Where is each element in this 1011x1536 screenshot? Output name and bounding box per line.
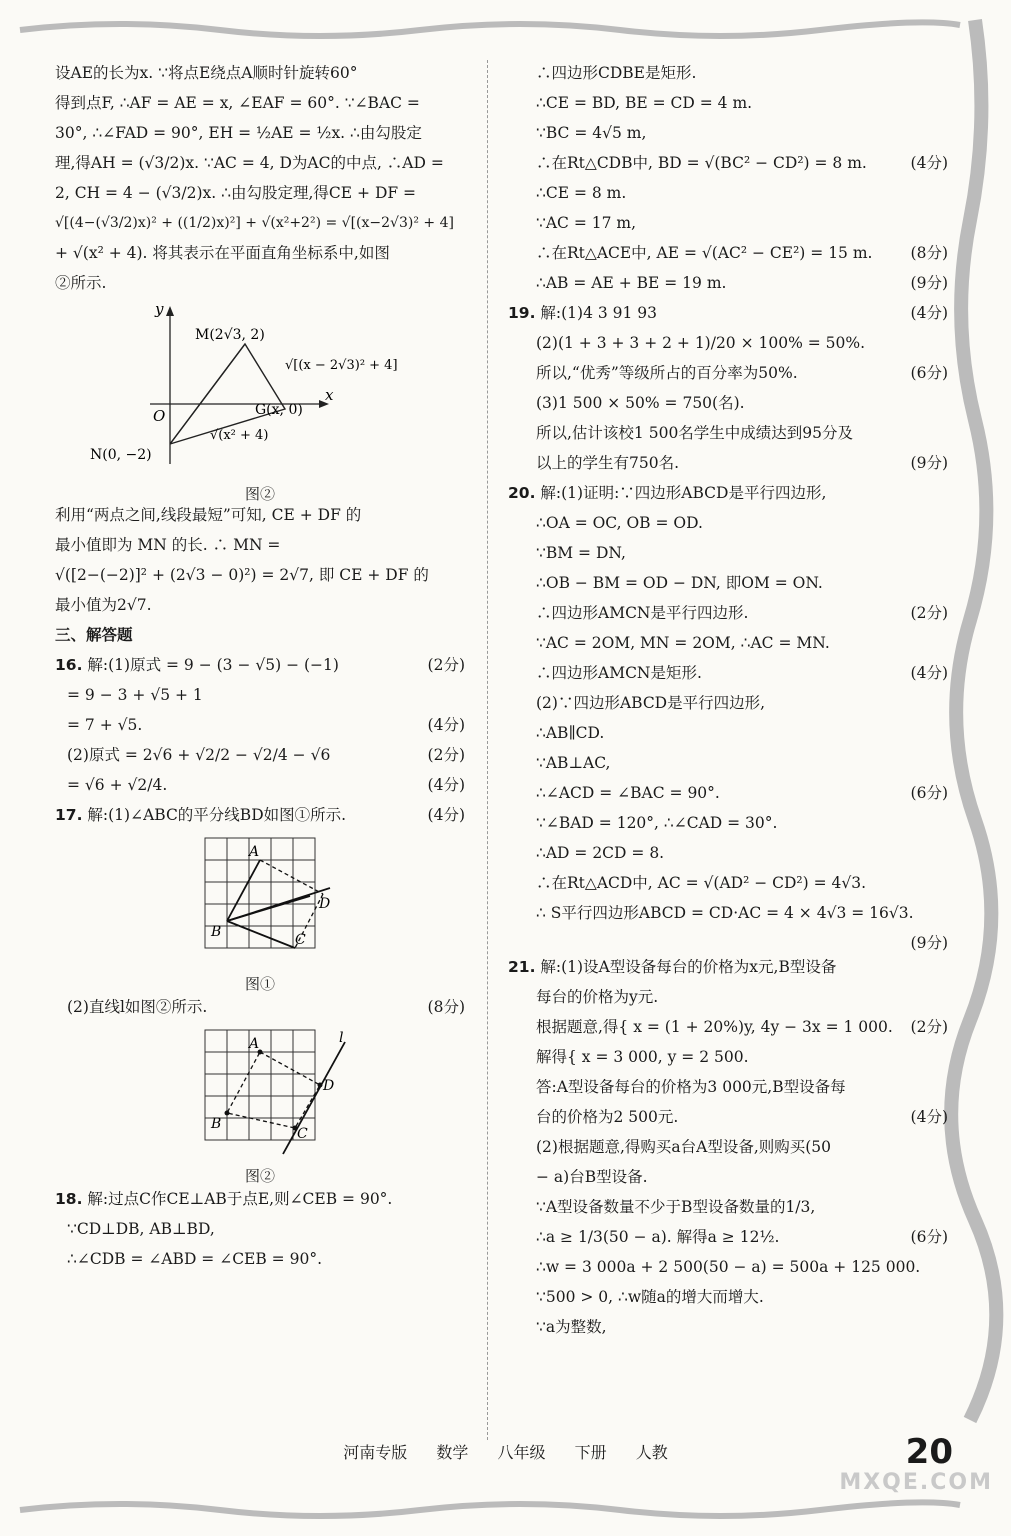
- score-label: (2分): [910, 604, 948, 622]
- text-line: [508, 1102, 948, 1132]
- left-column: [55, 58, 465, 1274]
- text-line: [55, 710, 465, 740]
- distance-label-bottom: √(x² + 4): [210, 428, 269, 443]
- column-divider: [487, 60, 488, 1440]
- score-label: (9分): [910, 274, 948, 292]
- score-label: (4分): [427, 806, 465, 824]
- text-line: 所以,估计该校1 500名学生中成绩达到95分及: [536, 424, 854, 442]
- point-c-label: C: [295, 932, 306, 948]
- text-line: ∵BM = DN,: [536, 544, 626, 562]
- text-line: ∵CD⊥DB, AB⊥BD,: [67, 1220, 215, 1238]
- score-label: (4分): [427, 716, 465, 734]
- answer-text: ∴在Rt△CDB中, BD = √(BC² − CD²) = 8 m.: [536, 154, 867, 172]
- text-line: [508, 358, 948, 388]
- text-line: 最小值即为 MN 的长. ∴ MN =: [55, 536, 281, 554]
- text-line: [55, 800, 465, 830]
- score-label: (4分): [910, 304, 948, 322]
- figure-caption: 图②: [244, 1167, 275, 1185]
- point-d-label: D: [319, 896, 331, 912]
- question-number: 20.: [508, 484, 536, 502]
- footer-term: 下册: [574, 1443, 607, 1462]
- text-line: ∴OA = OC, OB = OD.: [536, 514, 703, 532]
- footer-edition: 河南专版: [343, 1443, 408, 1462]
- text-line: 解得{ x = 3 000, y = 2 500.: [536, 1048, 749, 1066]
- text-line: [508, 658, 948, 688]
- score-label: (8分): [427, 998, 465, 1016]
- text-line: [55, 650, 465, 680]
- text-line: 得到点F, ∴AF = AE = x, ∠EAF = 60°. ∵∠BAC =: [55, 94, 420, 112]
- text-line: 最小值为2√7.: [55, 596, 152, 614]
- answer-text: 解:(1)证明:∵四边形ABCD是平行四边形,: [540, 484, 827, 502]
- footer-grade: 八年级: [497, 1443, 546, 1462]
- text-line: ∴AB∥CD.: [536, 724, 605, 742]
- question-number: 18.: [55, 1190, 83, 1208]
- page-number: 20: [905, 1432, 953, 1472]
- point-a-label: A: [249, 1036, 260, 1052]
- figure-caption: 图②: [244, 485, 275, 503]
- coordinate-diagram: [55, 304, 465, 474]
- grid-diagram-2: [55, 1028, 465, 1156]
- answer-text: 解:(1)设A型设备每台的价格为x元,B型设备: [540, 958, 837, 976]
- answer-text: 所以,“优秀”等级所占的百分率为50%.: [536, 364, 798, 382]
- score-label: (6分): [910, 784, 948, 802]
- score-label: (4分): [427, 776, 465, 794]
- y-axis-label: y: [155, 304, 164, 318]
- text-line: ∵a为整数,: [536, 1318, 607, 1336]
- text-line: 理,得AH = (√3/2)x. ∵AC = 4, D为AC的中点, ∴AD =: [55, 154, 444, 172]
- text-line: + √(x² + 4). 将其表示在平面直角坐标系中,如图: [55, 244, 390, 262]
- point-a-label: A: [249, 844, 260, 860]
- section-heading: 三、解答题: [55, 626, 133, 644]
- score-label: (4分): [910, 154, 948, 172]
- text-line: ∵A型设备数量不少于B型设备数量的1/3,: [536, 1198, 816, 1216]
- text-line: = 9 − 3 + √5 + 1: [67, 686, 203, 704]
- text-line: (2)∵四边形ABCD是平行四边形,: [536, 694, 766, 712]
- question-number: 17.: [55, 806, 83, 824]
- answer-text: ∴在Rt△ACE中, AE = √(AC² − CE²) = 15 m.: [536, 244, 873, 262]
- point-m-label: M(2√3, 2): [195, 327, 265, 343]
- grid-diagram-1: [55, 836, 465, 964]
- text-line: √([2−(−2)]² + (2√3 − 0)²) = 2√7, 即 CE + DF 的: [55, 566, 429, 584]
- watermark: MXQE.COM: [839, 1470, 993, 1495]
- score-label: (2分): [427, 746, 465, 764]
- answer-text: ∴四边形AMCN是平行四边形.: [536, 604, 749, 622]
- text-line: [55, 1184, 465, 1214]
- right-column: [508, 58, 948, 1342]
- text-line: [508, 598, 948, 628]
- answer-text: ∴AB = AE + BE = 19 m.: [536, 274, 727, 292]
- x-axis-label: x: [325, 386, 334, 404]
- text-line: [508, 148, 948, 178]
- text-line: 利用“两点之间,线段最短”可知, CE + DF 的: [55, 506, 362, 524]
- text-line: [508, 268, 948, 298]
- question-number: 16.: [55, 656, 83, 674]
- score-label: (6分): [910, 1228, 948, 1246]
- answer-text: 台的价格为2 500元.: [536, 1108, 679, 1126]
- score-label: (2分): [427, 656, 465, 674]
- grid-figure-2: [55, 1028, 465, 1185]
- text-line: 2, CH = 4 − (√3/2)x. ∴由勾股定理,得CE + DF =: [55, 184, 417, 202]
- text-line: ∴四边形CDBE是矩形.: [536, 64, 697, 82]
- text-line: ∵AC = 17 m,: [536, 214, 637, 232]
- question-text: = √6 + √2/4.: [67, 776, 168, 794]
- text-line: [508, 448, 948, 478]
- text-line: ∵BC = 4√5 m,: [536, 124, 647, 142]
- text-line: ∴w = 3 000a + 2 500(50 − a) = 500a + 125 000.: [536, 1258, 921, 1276]
- point-g-label: G(x, 0): [255, 402, 303, 418]
- point-d-label: D: [323, 1078, 335, 1094]
- question-number: 19.: [508, 304, 536, 322]
- footer-publisher: 人教: [635, 1443, 668, 1462]
- text-line: [508, 778, 948, 808]
- answer-text: ∴a ≥ 1/3(50 − a). 解得a ≥ 12½.: [536, 1228, 780, 1246]
- text-line: ∵∠BAD = 120°, ∴∠CAD = 30°.: [536, 814, 778, 832]
- line-l-label: l: [339, 1030, 344, 1046]
- score-label: (2分): [910, 1018, 948, 1036]
- score-label: (8分): [910, 244, 948, 262]
- score-label: (4分): [910, 664, 948, 682]
- answer-text: ∴∠ACD = ∠BAC = 90°.: [536, 784, 720, 802]
- text-line: ∵AC = 2OM, MN = 2OM, ∴AC = MN.: [536, 634, 830, 652]
- text-line: √[(4−(√3/2)x)² + ((1/2)x)²] + √(x²+2²) = √[(x−2√3)² + 4]: [55, 215, 454, 231]
- text-line: [55, 740, 465, 770]
- score-label: (6分): [910, 364, 948, 382]
- score-label: (9分): [910, 454, 948, 472]
- figure-caption: 图①: [244, 975, 275, 993]
- distance-label-top: √[(x − 2√3)² + 4]: [285, 358, 398, 373]
- score-label: (4分): [910, 1108, 948, 1126]
- text-line: ②所示.: [55, 274, 107, 292]
- text-line: [508, 1012, 948, 1042]
- text-line: ∵500 > 0, ∴w随a的增大而增大.: [536, 1288, 764, 1306]
- question-text: = 7 + √5.: [67, 716, 143, 734]
- footer-subject: 数学: [436, 1443, 469, 1462]
- text-line: ∴OB − BM = OD − DN, 即OM = ON.: [536, 574, 823, 592]
- text-line: [508, 1222, 948, 1252]
- question-text: (2)原式 = 2√6 + √2/2 − √2/4 − √6: [67, 746, 331, 764]
- text-line: 答:A型设备每台的价格为3 000元,B型设备每: [536, 1078, 846, 1096]
- answer-text: 以上的学生有750名.: [536, 454, 680, 472]
- text-line: 每台的价格为y元.: [536, 988, 659, 1006]
- text-line: − a)台B型设备.: [536, 1168, 648, 1186]
- question-number: 21.: [508, 958, 536, 976]
- text-line: 30°, ∴∠FAD = 90°, EH = ½AE = ½x. ∴由勾股定: [55, 124, 422, 142]
- text-line: ∴ S平行四边形ABCD = CD·AC = 4 × 4√3 = 16√3.: [536, 904, 914, 922]
- point-b-label: B: [211, 924, 222, 940]
- answer-text: 根据题意,得{ x = (1 + 20%)y, 4y − 3x = 1 000.: [536, 1018, 893, 1036]
- text-line: ∵AB⊥AC,: [536, 754, 611, 772]
- text-line: [55, 992, 465, 1022]
- text-line: [508, 238, 948, 268]
- origin-label: O: [153, 407, 166, 425]
- score-label: (9分): [910, 934, 948, 952]
- answer-text: ∴四边形AMCN是矩形.: [536, 664, 702, 682]
- point-c-label: C: [297, 1126, 308, 1142]
- question-text: 解:(1)原式 = 9 − (3 − √5) − (−1): [87, 656, 339, 674]
- text-line: [508, 928, 948, 952]
- text-line: ∴CE = BD, BE = CD = 4 m.: [536, 94, 753, 112]
- text-line: 设AE的长为x. ∵将点E绕点A顺时针旋转60°: [55, 64, 358, 82]
- question-text: 解:(1)∠ABC的平分线BD如图①所示.: [87, 806, 347, 824]
- text-line: ∴AD = 2CD = 8.: [536, 844, 665, 862]
- question-text: (2)直线l如图②所示.: [67, 998, 208, 1016]
- text-line: (3)1 500 × 50% = 750(名).: [536, 394, 745, 412]
- text-line: [508, 478, 948, 508]
- text-line: [55, 770, 465, 800]
- grid-figure-1: [55, 836, 465, 993]
- question-text: 解:过点C作CE⊥AB于点E,则∠CEB = 90°.: [87, 1190, 393, 1208]
- point-b-label: B: [211, 1116, 222, 1132]
- text-line: [508, 298, 948, 328]
- text-line: ∴在Rt△ACD中, AC = √(AD² − CD²) = 4√3.: [536, 874, 867, 892]
- text-line: ∴∠CDB = ∠ABD = ∠CEB = 90°.: [67, 1250, 323, 1268]
- text-line: ∴CE = 8 m.: [536, 184, 627, 202]
- text-line: (2)(1 + 3 + 3 + 2 + 1)/20 × 100% = 50%.: [536, 334, 866, 352]
- point-n-label: N(0, −2): [90, 447, 152, 463]
- text-line: [508, 952, 948, 982]
- coordinate-figure: [55, 304, 465, 503]
- answer-text: 解:(1)4 3 91 93: [540, 304, 658, 322]
- text-line: (2)根据题意,得购买a台A型设备,则购买(50: [536, 1138, 832, 1156]
